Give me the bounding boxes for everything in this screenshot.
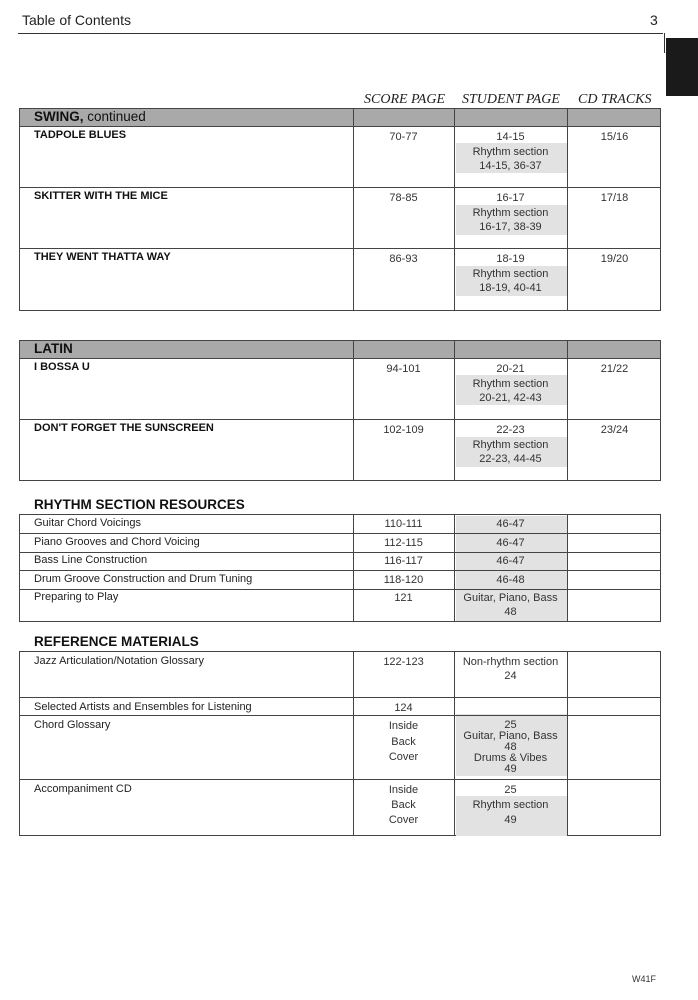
- cd-tracks: 21/22: [600, 363, 629, 375]
- student-page: 46-47: [496, 518, 525, 530]
- resource-title: Preparing to Play: [34, 591, 119, 603]
- reference-title: Selected Artists and Ensembles for Listening: [34, 701, 252, 713]
- cd-tracks: 17/18: [600, 192, 629, 204]
- page-number-divider: [664, 33, 665, 53]
- rhythm-pages: 18-19, 40-41: [479, 282, 542, 294]
- student-page-line-2: 48: [504, 606, 517, 618]
- section-thumb-tab: [666, 38, 698, 96]
- student-page: 16-17: [496, 192, 525, 204]
- tune-title: THEY WENT THATTA WAY: [34, 251, 171, 263]
- section-header-swing: [20, 109, 660, 127]
- section-header-latin: [20, 341, 660, 359]
- tune-title: DON'T FORGET THE SUNSCREEN: [34, 422, 214, 434]
- column-header-score-page: SCORE PAGE: [364, 92, 446, 107]
- rhythm-label: Rhythm section: [472, 146, 549, 158]
- student-page: 46-47: [496, 537, 525, 549]
- reference-table: [19, 651, 661, 836]
- score-page: 121: [394, 592, 413, 604]
- resource-title: Bass Line Construction: [34, 554, 148, 566]
- student-page-line-2: Rhythm section: [472, 799, 549, 811]
- column-header-cd-tracks: CD TRACKS: [578, 92, 652, 107]
- student-page: 18-19: [496, 253, 525, 265]
- student-page-line-2: 24: [504, 670, 517, 682]
- student-page: Guitar, Piano, Bass: [463, 592, 558, 604]
- tune-title: I BOSSA U: [34, 361, 90, 373]
- score-page: 86-93: [389, 253, 418, 265]
- score-page: 102-109: [383, 424, 424, 436]
- score-page: 116-117: [384, 555, 423, 567]
- swing-header-label: SWING, continued: [34, 109, 146, 124]
- page-number: 3: [650, 12, 658, 28]
- rhythm-pages: 22-23, 44-45: [479, 453, 542, 465]
- student-page-line-1: 25: [504, 719, 517, 731]
- student-page: 22-23: [496, 424, 525, 436]
- reference-heading: REFERENCE MATERIALS: [34, 634, 199, 649]
- tune-title: TADPOLE BLUES: [34, 129, 127, 141]
- score-page-line-1: Inside: [388, 784, 419, 796]
- score-page-line-3: Cover: [388, 751, 419, 763]
- column-header-student-page: STUDENT PAGE: [462, 92, 560, 107]
- rhythm-label: Rhythm section: [472, 268, 549, 280]
- rhythm-pages: 16-17, 38-39: [479, 221, 542, 233]
- student-page-line-5: 49: [504, 763, 517, 775]
- score-page: 78-85: [389, 192, 418, 204]
- rhythm-pages: 20-21, 42-43: [479, 392, 542, 404]
- rhythm-pages: 14-15, 36-37: [479, 160, 542, 172]
- reference-title: Jazz Articulation/Notation Glossary: [34, 655, 204, 667]
- header-rule: [18, 33, 663, 34]
- score-page: 118-120: [383, 574, 424, 586]
- student-page: 14-15: [496, 131, 525, 143]
- rhythm-label: Rhythm section: [472, 207, 549, 219]
- student-page-line-4: Drums & Vibes: [473, 752, 548, 764]
- tune-title: SKITTER WITH THE MICE: [34, 190, 168, 202]
- score-page-line-1: Inside: [388, 720, 419, 732]
- score-page: 112-115: [384, 537, 423, 549]
- cd-tracks: 15/16: [600, 131, 629, 143]
- latin-header-label: LATIN: [34, 341, 73, 356]
- cd-tracks: 19/20: [600, 253, 629, 265]
- rhythm-resources-table: [19, 514, 661, 622]
- score-page: 124: [394, 702, 413, 714]
- score-page-line-2: Back: [391, 736, 416, 748]
- resource-title: Drum Groove Construction and Drum Tuning: [34, 573, 253, 585]
- reference-title: Accompaniment CD: [34, 783, 132, 795]
- student-page-line-2: Guitar, Piano, Bass: [463, 730, 558, 742]
- student-page: Non-rhythm section: [462, 656, 559, 668]
- student-page: 20-21: [496, 363, 525, 375]
- student-page-line-3: 49: [504, 814, 517, 826]
- student-page: 46-47: [496, 555, 525, 567]
- rhythm-label: Rhythm section: [472, 439, 549, 451]
- reference-title: Chord Glossary: [34, 719, 111, 731]
- student-page: 46-48: [496, 574, 525, 586]
- student-page-line-3: 48: [504, 741, 517, 753]
- rhythm-label: Rhythm section: [472, 378, 549, 390]
- page-title: Table of Contents: [22, 12, 131, 28]
- score-page-line-2: Back: [391, 799, 416, 811]
- score-page: 94-101: [386, 363, 421, 375]
- swing-section-table: [19, 108, 661, 311]
- rhythm-resources-heading: RHYTHM SECTION RESOURCES: [34, 497, 245, 512]
- latin-section-table: [19, 340, 661, 481]
- score-page-line-3: Cover: [388, 814, 419, 826]
- student-page-line-1: 25: [504, 784, 517, 796]
- score-page: 122-123: [383, 656, 424, 668]
- score-page: 110-111: [384, 518, 423, 530]
- score-page: 70-77: [389, 131, 418, 143]
- footer-code: W41F: [632, 974, 657, 984]
- cd-tracks: 23/24: [600, 424, 629, 436]
- resource-title: Piano Grooves and Chord Voicing: [34, 536, 200, 548]
- resource-title: Guitar Chord Voicings: [34, 517, 141, 529]
